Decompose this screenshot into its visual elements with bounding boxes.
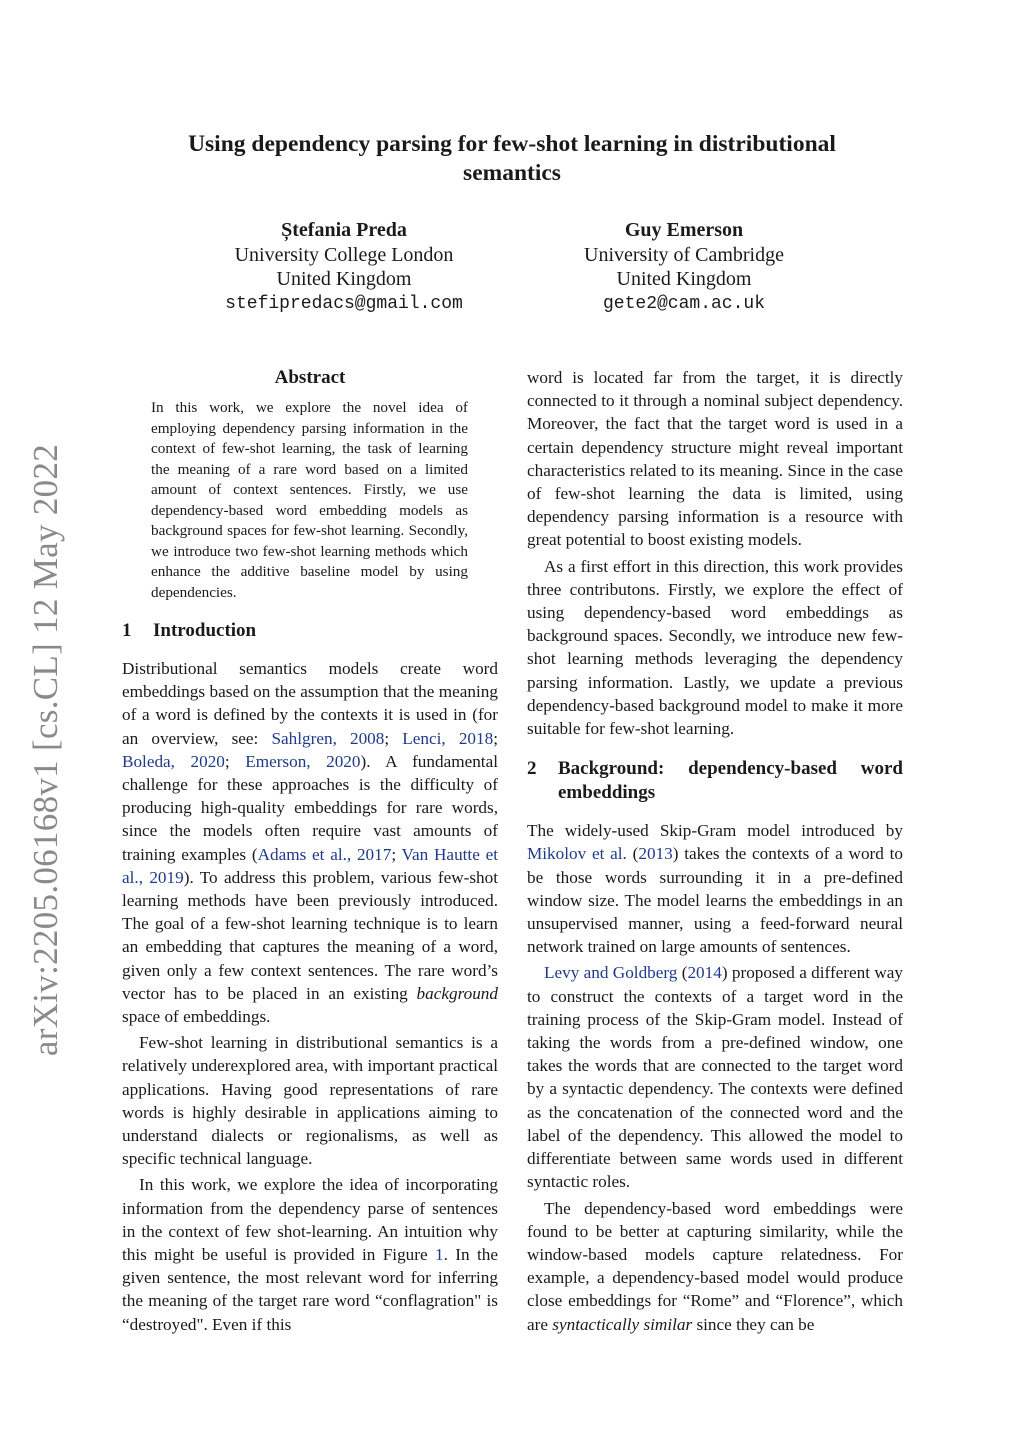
- citation-link[interactable]: Adams et al., 2017: [257, 844, 392, 864]
- citation-link[interactable]: Levy and Goldberg: [544, 963, 678, 983]
- intro-paragraph-4: As a first effort in this direction, this work provides three contributons. Firstly, we explore the effect of using dependency-based word embeddings as background spaces. Secondly, we introduce new few-shot learning methods leveraging the dependency parsing information. Lastly, we update a previous dependency-based background model to make it more suitable for few-shot learning.: [527, 556, 903, 739]
- abstract-text: In this work, we explore the novel idea of employing dependency parsing information in the context of few-shot learning, the task of learning the meaning of a rare word based on a limited amount of context sentences. Firstly, we use dependency-based word embedding models as background spaces for few-shot learning. Secondly, we introduce two few-shot learning methods which enhance the additive baseline model by using dependencies.: [151, 399, 468, 601]
- figure-reference-link[interactable]: 1: [435, 1245, 444, 1265]
- citation-link[interactable]: 2013: [638, 844, 673, 864]
- background-paragraph-3: The dependency-based word embeddings were found to be better at capturing similarity, while the window-based models capture relatedness. For example, a dependency-based model would produce close embeddings for “Rome” and “Florence”, which are syntactically similar since they can be: [527, 1198, 903, 1334]
- section-heading-introduction: [122, 619, 498, 643]
- author-name: Ștefania Preda: [281, 219, 407, 241]
- author-email[interactable]: gete2@cam.ac.uk: [602, 293, 766, 314]
- citation-link[interactable]: 2014: [687, 963, 722, 983]
- citation-link[interactable]: Sahlgren, 2008: [271, 728, 385, 748]
- author-name: Guy Emerson: [624, 219, 744, 241]
- citation-link[interactable]: Boleda, 2020: [122, 751, 225, 771]
- intro-paragraph-3-continued: word is located far from the target, it is directly connected to it through a nominal subject dependency. Moreover, the fact that the target word is used in a certain dependency structure might reveal important characteristics related to its meaning. Since in the case of few-shot learning the data is limited, using dependency parsing information is a resource with great potential to boost existing models.: [527, 368, 903, 550]
- intro-paragraph-1: Distributional semantics models create word embeddings based on the assumption that the meaning of a word is defined by the contexts it is used in (for an overview, see: Sahlgren, 2008; Lenci, 2018; Boleda, 2020; Emerson, 2020). A fundamental challenge for these approaches is the difficulty of producing high-quality embeddings for rare words, since the models often require vast amounts of training examples (Adams et al., 2017; Van Hautte et al., 2019). To address this problem, various few-shot learning methods have been previously introduced. The goal of a few-shot learning technique is to learn an embedding that captures the meaning of a word, given only a few context sentences. The rare word’s vector has to be placed in an existing background space of embeddings.: [122, 659, 499, 1027]
- author-affiliation: University College London: [234, 243, 454, 266]
- intro-paragraph-3: In this work, we explore the idea of incorporating information from the dependency parse of sentences in the context of few shot-learning. An intuition why this might be useful is provided in Figure 1. In the given sentence, the most relevant word for inferring the meaning of the target rare word “conflagration" is “destroyed". Even if this: [122, 1175, 498, 1334]
- section-number: 1: [122, 620, 132, 641]
- author-email[interactable]: stefipredacs@gmail.com: [225, 293, 463, 314]
- arxiv-identifier: arXiv:2205.06168v1 [cs.CL] 12 May 2022: [26, 443, 65, 1057]
- right-column: [527, 366, 903, 1336]
- section-number: 2: [527, 758, 537, 780]
- citation-link[interactable]: Emerson, 2020: [245, 751, 361, 771]
- left-column: [122, 366, 498, 1336]
- background-paragraph-2: Levy and Goldberg (2014) proposed a different way to construct the contexts of a target word in the training process of the Skip-Gram model. Instead of taking the words from a pre-defined window, one takes the words that are connected to the target word by a syntactic dependency. The contexts were defined as the concatenation of the connected word and the label of the dependency. This allowed the model to differentiate between same words used in different syntactic roles.: [527, 963, 903, 1192]
- background-paragraph-1: The widely-used Skip-Gram model introduced by Mikolov et al. (2013) takes the contexts of a word to be those words surrounding it in a pre-defined window size. The model learns the embeddings in an unsupervised manner, using a feed-forward neural network trained on large amounts of sentences.: [527, 821, 903, 957]
- paper-title: Using dependency parsing for few-shot learning in distributional semantics: [188, 131, 836, 186]
- arxiv-stamp: [14, 440, 78, 1060]
- citation-link[interactable]: Lenci, 2018: [402, 728, 494, 748]
- intro-paragraph-2: Few-shot learning in distributional semantics is a relatively underexplored area, with important practical applications. Having good representations of rare words is highly desirable in applications aiming to understand dialects or regionalisms, as well as specific technical language.: [122, 1033, 498, 1169]
- author-block: [196, 218, 492, 316]
- section-title: Introduction: [153, 620, 257, 641]
- author-affiliation: University of Cambridge: [584, 243, 784, 266]
- citation-link[interactable]: Van Hautte et al., 2019: [122, 844, 498, 887]
- author-country: United Kingdom: [616, 268, 752, 290]
- author-block: [540, 218, 828, 316]
- section-heading-background: [527, 757, 903, 805]
- abstract-heading: Abstract: [274, 367, 346, 388]
- section-title: Background: dependency-based word embeddings: [558, 758, 903, 804]
- author-country: United Kingdom: [276, 268, 412, 290]
- citation-link[interactable]: Mikolov et al.: [527, 844, 627, 864]
